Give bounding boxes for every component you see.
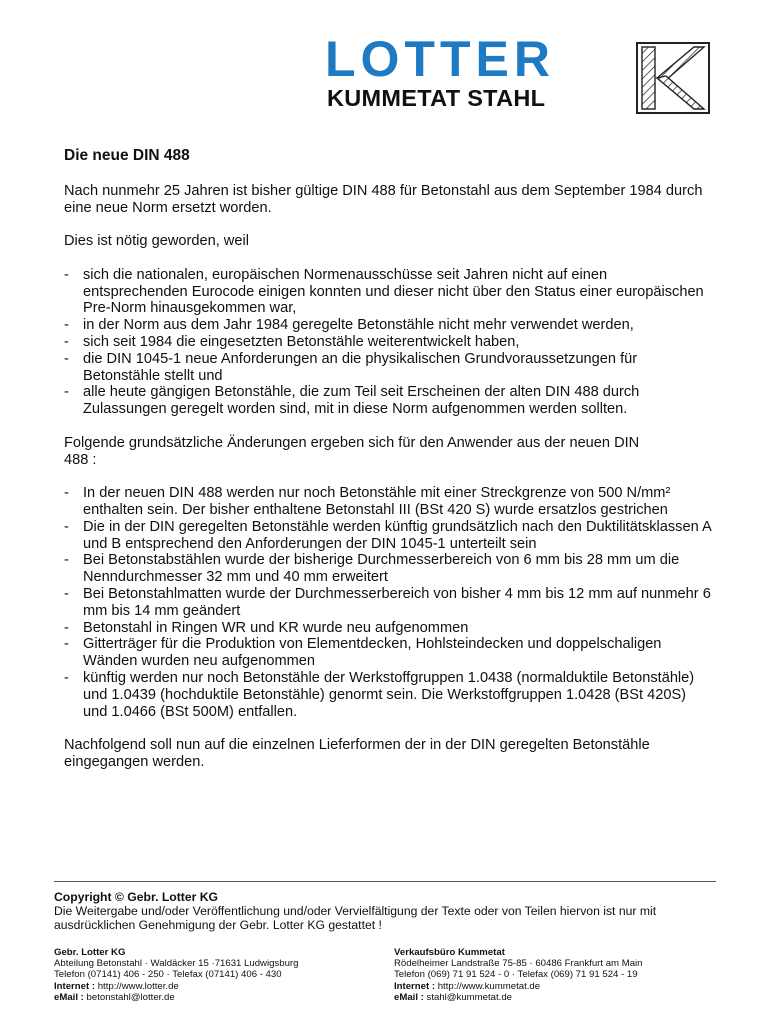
list-item: - alle heute gängigen Betonstähle, die zum Teil seit Erscheinen der alten DIN 488 durch Zulassungen geregelt worden sind, mit in diese Norm aufgenommen werden sollten. [64, 384, 714, 418]
list-item: - sich die nationalen, europäischen Normenausschüsse seit Jahren nicht auf einen entsprechenden Eurocode einigen konnten und dieser nicht über den Status einer europäischen Pre-Norm hinausgekommen war, [64, 267, 714, 317]
copyright-block [54, 890, 716, 933]
intro-paragraph: Nach nunmehr 25 Jahren ist bisher gültige DIN 488 für Betonstahl aus dem September 1984 durch eine neue Norm ersetzt worden. [64, 182, 703, 216]
copyright-notice: Die Weitergabe und/oder Veröffentlichung und/oder Vervielfältigung der Texte oder von Teilen hiervon ist nur mit ausdrücklichen Genehmigung der Gebr. Lotter KG gestattet ! [54, 904, 657, 933]
list-item: - Bei Betonstahlmatten wurde der Durchmesserbereich von bisher 4 mm bis 12 mm auf nunmehr 6 mm bis 14 mm geändert [64, 586, 714, 620]
internet-label: Internet : [394, 980, 436, 992]
company-address: Rödelheimer Landstraße 75-85 · 60486 Frankfurt am Main [394, 958, 643, 970]
list-item: - Gitterträger für die Produktion von Elementdecken, Hohlsteindecken und doppelschaligen Wänden wurden neu aufgenommen [64, 636, 714, 670]
list-item: - sich seit 1984 die eingesetzten Betonstähle weiterentwickelt haben, [64, 334, 714, 351]
email-link[interactable]: stahl@kummetat.de [426, 991, 512, 1003]
company-address: Abteilung Betonstahl · Waldäcker 15 ·71631 Ludwigsburg [54, 958, 299, 970]
copyright-line: Copyright © Gebr. Lotter KG [54, 890, 219, 904]
website-link[interactable]: http://www.kummetat.de [437, 980, 541, 992]
reasons-list [64, 267, 714, 418]
logo-subbrand-text: KUMMETAT STAHL [327, 85, 546, 111]
internet-label: Internet : [54, 980, 96, 992]
email-link[interactable]: betonstahl@lotter.de [86, 991, 175, 1003]
company-phone: Telefon (069) 71 91 524 - 0 · Telefax (069) 71 91 524 - 19 [394, 969, 638, 981]
reasons-lead: Dies ist nötig geworden, weil [64, 233, 249, 250]
list-item: - Die in der DIN geregelten Betonstähle werden künftig grundsätzlich nach den Duktilitätsklassen A und B entsprechend den Anforderungen der DIN 1045-1 unterteilt sein [64, 519, 714, 553]
address-block-kummetat [394, 947, 714, 1003]
company-logo [325, 31, 715, 116]
company-phone: Telefon (07141) 406 - 250 · Telefax (07141) 406 - 430 [54, 969, 282, 981]
page-title: Die neue DIN 488 [64, 147, 190, 164]
k-rebar-logo-mark [636, 42, 710, 114]
document-body [64, 148, 714, 787]
address-block-lotter [54, 947, 374, 1003]
footer-divider [54, 881, 716, 882]
list-item: - in der Norm aus dem Jahr 1984 geregelte Betonstähle nicht mehr verwendet werden, [64, 317, 714, 334]
company-name: Verkaufsbüro Kummetat [394, 947, 505, 958]
list-item: - künftig werden nur noch Betonstähle der Werkstoffgruppen 1.0438 (normalduktile Betonstähle) und 1.0439 (hochduktile Betonstähle) genormt sein. Die Werkstoffgruppen 1.0428 (BSt 420S) und 1.0466 (BSt 500M) entfallen. [64, 670, 714, 720]
changes-lead: Folgende grundsätzliche Änderungen ergeben sich für den Anwender aus der neuen DIN 488 : [64, 434, 640, 468]
list-item: - die DIN 1045-1 neue Anforderungen an die physikalischen Grundvoraussetzungen für Betonstähle stellt und [64, 351, 714, 385]
changes-list [64, 485, 714, 720]
website-link[interactable]: http://www.lotter.de [97, 980, 179, 992]
closing-paragraph: Nachfolgend soll nun auf die einzelnen Lieferformen der in der DIN geregelten Betonstähle eingegangen werden. [64, 737, 650, 770]
email-label: eMail : [54, 991, 84, 1003]
company-name: Gebr. Lotter KG [54, 947, 126, 958]
list-item: - Bei Betonstabstählen wurde der bisherige Durchmesserbereich von 6 mm bis 28 mm um die Nenndurchmesser 32 mm und 40 mm erweitert [64, 552, 714, 586]
list-item: - Betonstahl in Ringen WR und KR wurde neu aufgenommen [64, 620, 714, 637]
logo-brand-text: LOTTER [325, 31, 555, 87]
list-item: - In der neuen DIN 488 werden nur noch Betonstähle mit einer Streckgrenze von 500 N/mm² enthalten sein. Der bisher enthaltene Betonstahl III (BSt 420 S) wurde ersatzlos gestrichen [64, 485, 714, 519]
email-label: eMail : [394, 991, 424, 1003]
